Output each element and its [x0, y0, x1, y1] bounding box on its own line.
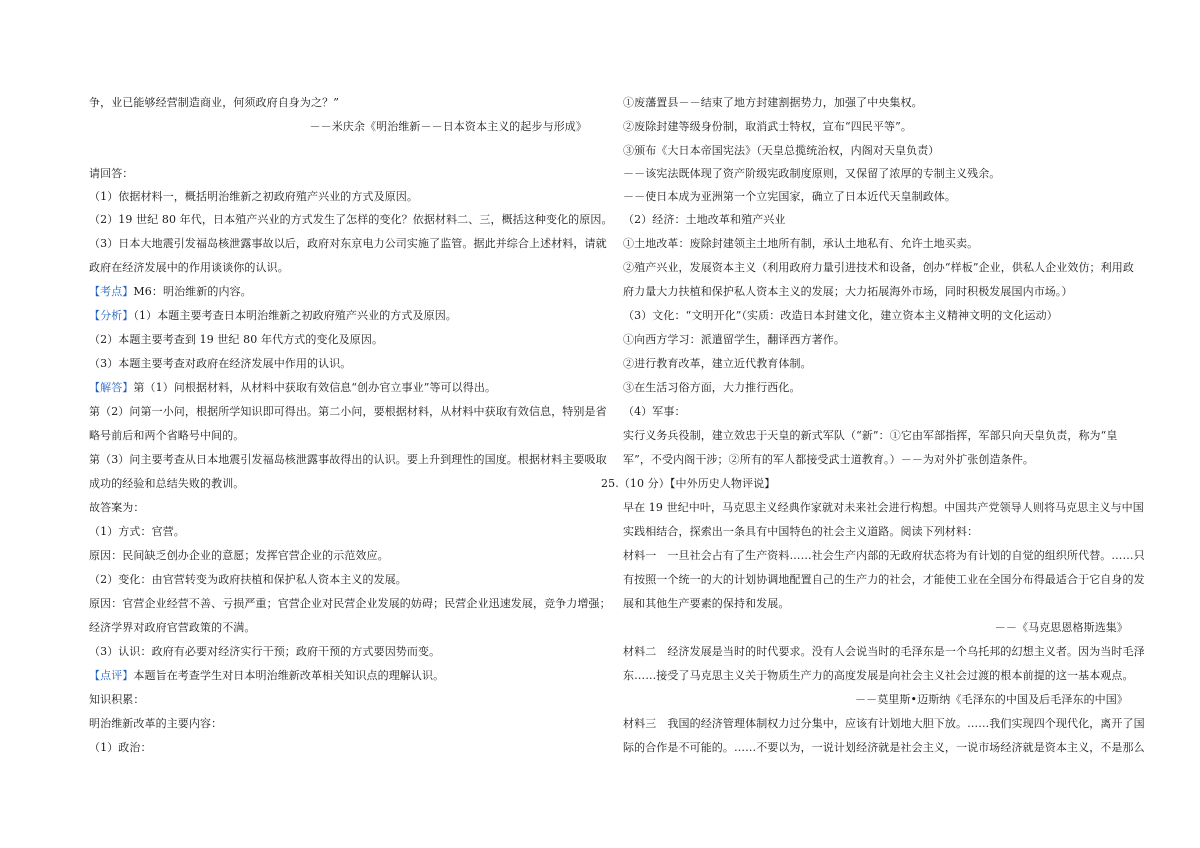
question-2: （2）19 世纪 80 年代，日本殖产兴业的方式发生了怎样的变化？依据材料二、三，概括这种变化的原因。 — [89, 213, 613, 226]
text-line: 第（2）问第一小问，根据所学知识即可得出。第二小问，要根据材料，从材料中获取有效信息，特别是省 — [89, 405, 607, 418]
text-line: 略号前后和两个省略号中间的。 — [89, 429, 245, 442]
text-line: ③在生活习俗方面，大力推行西化。 — [623, 381, 801, 394]
text-line: 展和其他生产要素的保持和发展。 — [623, 597, 790, 610]
text-line: ②殖产兴业，发展资本主义（利用政府力量引进技术和设备，创办“样板”企业，供私人企业效仿；利用政 — [623, 261, 1134, 274]
text-line: 成功的经验和总结失败的教训。 — [89, 477, 245, 490]
text-line: －－该宪法既体现了资产阶级宪政制度原则，又保留了浓厚的专制主义残余。 — [623, 167, 1001, 180]
material-2: 材料二 经济发展是当时的时代要求。没有人会说当时的毛泽东是一个乌托邦的幻想主义者。因为当时毛泽 — [623, 645, 1145, 658]
text-line: ③颁布《大日本帝国宪法》（天皇总揽统治权，内阁对天皇负责） — [623, 144, 940, 157]
text-line: 军”，不受内阁干涉；②所有的军人都接受武士道教育。）－－为对外扩张创造条件。 — [623, 453, 1034, 466]
text-line: （3）认识：政府有必要对经济实行干预；政府干预的方式要因势而变。 — [89, 645, 441, 658]
fenxi-line — [89, 309, 457, 323]
text-line: ①废藩置县－－结束了地方封建割据势力，加强了中央集权。 — [623, 96, 923, 109]
text-line: 际的合作是不可能的。……不要以为，一说计划经济就是社会主义，一说市场经济就是资本主义，不是那么 — [623, 741, 1145, 754]
text-line: ②进行教育改革，建立近代教育体制。 — [623, 357, 812, 370]
dianping-line — [89, 669, 444, 683]
jieda-text: 第（1）问根据材料，从材料中获取有效信息“创办官立事业”等可以得出。 — [133, 381, 497, 394]
text-line: 早在 19 世纪中叶，马克思主义经典作家就对未来社会进行构想。中国共产党领导人则将马克思主义与中国 — [623, 501, 1144, 514]
question-3: （3）日本大地震引发福岛核泄露事故以后，政府对东京电力公司实施了监管。据此并综合上述材料，请就 — [89, 237, 607, 250]
text-line: ②废除封建等级身份制，取消武士特权，宣布“四民平等”。 — [623, 120, 912, 133]
text-line: ①向西方学习：派遣留学生，翻译西方著作。 — [623, 333, 845, 346]
text-line: （4）军事： — [623, 405, 686, 418]
material-3: 材料三 我国的经济管理体制权力过分集中，应该有计划地大胆下放。……我们实现四个现代化，离开了国 — [623, 717, 1145, 730]
citation-line: －－《马克思恩格斯选集》 — [994, 621, 1128, 634]
citation-line: －－米庆余《明治维新－－日本资本主义的起步与形成》 — [309, 120, 587, 133]
text-line: 实践相结合，探索出一条具有中国特色的社会主义道路。阅读下列材料： — [623, 525, 979, 538]
citation-line: －－莫里斯•迈斯纳《毛泽东的中国及后毛泽东的中国》 — [855, 693, 1128, 706]
text-line: 府力量大力扶植和保护私人资本主义的发展；大力拓展海外市场，同时积极发展国内市场。） — [623, 285, 1073, 298]
text-line: 知识积累： — [89, 693, 145, 706]
text-line: （2）经济：土地改革和殖产兴业 — [623, 213, 786, 226]
jieda-tag: 【解答】 — [89, 381, 134, 394]
material-1: 材料一 一旦社会占有了生产资料……社会生产内部的无政府状态将为有计划的自觉的组织所代替。……只 — [623, 549, 1145, 562]
text-line: 争，业已能够经营制造商业，何须政府自身为之？” — [89, 96, 339, 109]
jieda-line — [89, 381, 496, 395]
text-line: 明治维新改革的主要内容： — [89, 717, 223, 730]
text-line: （1）政治： — [89, 741, 152, 754]
text-line: 原因：官营企业经营不善、亏损严重；官营企业对民营企业发展的妨碍；民营企业迅速发展，竞争力增强； — [89, 597, 611, 610]
question-1: （1）依据材料一，概括明治维新之初政府殖产兴业的方式及原因。 — [89, 190, 418, 203]
text-line: 政府在经济发展中的作用谈谈你的认识。 — [89, 261, 289, 274]
text-line: 东……接受了马克思主义关于物质生产力的高度发展是向社会主义社会过渡的根本前提的这一基本观点。 — [623, 669, 1134, 682]
text-line: 原因：民间缺乏创办企业的意愿；发挥官营企业的示范效应。 — [89, 549, 389, 562]
text-line: （3）本题主要考查对政府在经济发展中作用的认识。 — [89, 357, 352, 370]
fenxi-tag: 【分析】 — [89, 309, 134, 322]
text-line: ①土地改革：废除封建领主土地所有制，承认土地私有、允许土地买卖。 — [623, 237, 979, 250]
text-line: （2）变化：由官营转变为政府扶植和保护私人资本主义的发展。 — [89, 573, 407, 586]
text-line: 故答案为： — [89, 501, 145, 514]
fenxi-text: （1）本题主要考查日本明治维新之初政府殖产兴业的方式及原因。 — [133, 309, 457, 322]
kaodian-tag: 【考点】 — [89, 285, 134, 298]
text-line: 请回答： — [89, 167, 134, 180]
text-line: 经济学界对政府官营政策的不满。 — [89, 621, 256, 634]
text-line: －－使日本成为亚洲第一个立宪国家，确立了日本近代天皇制政体。 — [623, 190, 956, 203]
text-line: （3）文化：“文明开化”（实质：改造日本封建文化，建立资本主义精神文明的文化运动） — [623, 309, 1058, 322]
dianping-tag: 【点评】 — [89, 669, 134, 682]
text-line: 有按照一个统一的大的计划协调地配置自己的生产力的社会，才能使工业在全国分布得最适合于它自身的发 — [623, 573, 1145, 586]
text-line: 实行义务兵役制，建立效忠于天皇的新式军队（“新”：①它由军部指挥，军部只向天皇负责，称为“皇 — [623, 429, 1118, 442]
text-line: （1）方式：官营。 — [89, 525, 185, 538]
kaodian-line — [89, 285, 252, 299]
kaodian-text: M6：明治维新的内容。 — [133, 285, 252, 298]
dianping-text: 本题旨在考查学生对日本明治维新改革相关知识点的理解认识。 — [133, 669, 445, 682]
text-line: （2）本题主要考查到 19 世纪 80 年代方式的变化及原因。 — [89, 333, 384, 346]
question-25-heading: 25.（10 分）【中外历史人物评说】 — [601, 477, 776, 490]
text-line: 第（3）问主要考查从日本地震引发福岛核泄露事故得出的认识。要上升到理性的国度。根据材料主要吸取 — [89, 453, 607, 466]
